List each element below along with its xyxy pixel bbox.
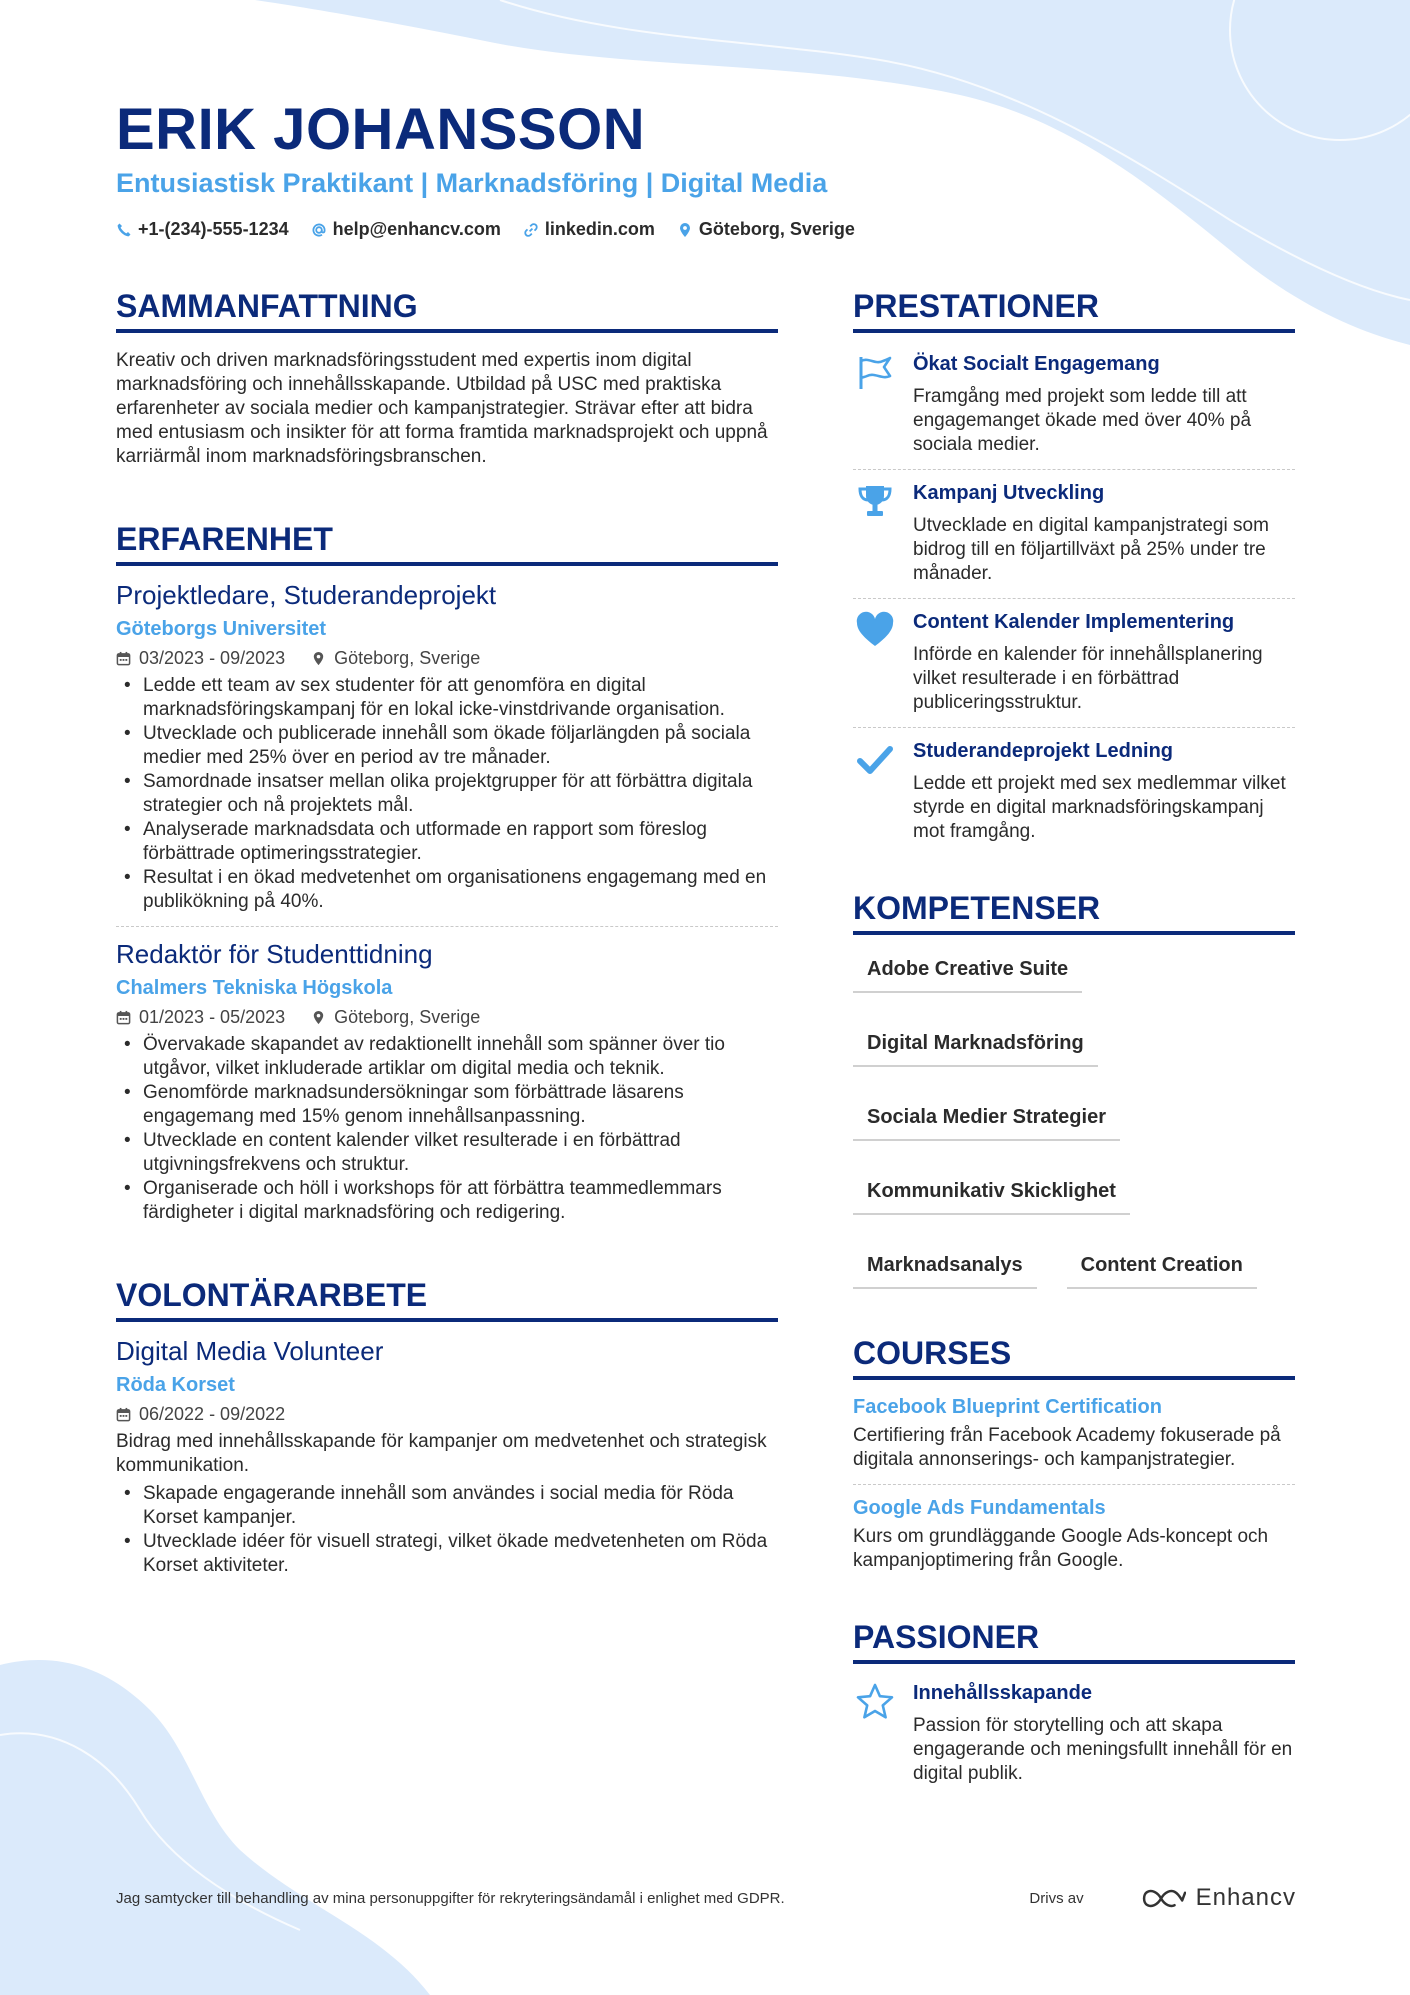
job-meta [116,1005,778,1029]
job-title: Redaktör för Studenttidning [116,939,433,969]
achievement-desc: Införde en kalender för innehållsplanering vilket resulterade i en förbättrad publiceringsstruktur. [913,644,1263,713]
course-desc: Kurs om grundläggande Google Ads-koncept och kampanjoptimering från Google. [853,1526,1269,1571]
contact-phone[interactable] [116,219,289,240]
skill-tag: Kommunikativ Skicklighet [853,1177,1130,1215]
skill-tag: Adobe Creative Suite [853,955,1082,993]
contact-email-text: help@enhancv.com [332,219,501,239]
volunteer-dates [116,1402,285,1426]
star-icon [855,1682,895,1722]
courses-heading: COURSES [853,1333,1295,1380]
course-title: Facebook Blueprint Certification [853,1396,1162,1418]
calendar-icon [116,1010,131,1025]
volunteer-dates-text: 06/2022 - 09/2022 [139,1404,286,1424]
summary-section [116,286,778,469]
candidate-name: ERIK JOHANSSON [116,97,646,162]
gdpr-consent-text: Jag samtycker till behandling av mina personuppgifter för rekryteringsändamål i enlighet med GDPR. [116,1889,785,1907]
job-location [311,646,480,670]
bullet-item: • Utvecklade idéer för visuell strategi, vilket ökade medvetenheten om Röda Korset aktiviteter. [116,1530,778,1578]
flag-icon [855,353,895,393]
left-column [116,286,778,1578]
experience-heading: ERFARENHET [116,519,778,566]
contact-bar [116,219,855,240]
contact-linkedin[interactable] [523,219,655,240]
experience-section [116,519,778,1225]
achievement-title: Kampanj Utveckling [913,482,1105,504]
skill-tag: Content Creation [1067,1251,1257,1289]
bullet-item: • Ledde ett team av sex studenter för att genomföra en digital marknadsföringskampanj för en lokal icke-vinstdrivande organisation. [116,674,778,722]
volunteer-role: Digital Media Volunteer [116,1336,384,1366]
skills-heading: KOMPETENSER [853,888,1295,935]
contact-location [677,219,855,240]
skill-tag: Digital Marknadsföring [853,1029,1098,1067]
courses-section [853,1333,1295,1573]
skill-tag: Marknadsanalys [853,1251,1037,1289]
job-title: Projektledare, Studerandeprojekt [116,580,497,610]
contact-location-text: Göteborg, Sverige [698,219,855,239]
achievement-item [853,480,1295,586]
achievement-desc: Ledde ett projekt med sex medlemmar vilket styrde en digital marknadsföringskampanj mot framgång. [913,773,1286,842]
passions-section [853,1617,1295,1786]
powered-by-label: Drivs av [1029,1889,1084,1907]
achievement-title: Ökat Socialt Engagemang [913,353,1160,375]
job-meta [116,646,778,670]
contact-linkedin-text: linkedin.com [544,219,655,239]
job-dates [116,646,285,670]
contact-email[interactable] [311,219,501,240]
passion-title: Innehållsskapande [913,1682,1092,1704]
bullet-item: • Utvecklade en content kalender vilket resulterade i en förbättrad utgivningsfrekvens och struktur. [116,1129,778,1177]
location-pin-icon [311,1010,326,1025]
bullet-item: • Genomförde marknadsundersökningar som förbättrade läsarens engagemang med 15% genom innehållsanpassning. [116,1081,778,1129]
heart-icon [855,611,895,651]
job-location-text: Göteborg, Sverige [334,648,481,668]
skill-tag: Sociala Medier Strategier [853,1103,1120,1141]
job-bullets [116,1033,778,1225]
job-dates [116,1005,285,1029]
company-name: Chalmers Tekniska Högskola [116,977,393,999]
skills-section [853,888,1295,1289]
achievement-desc: Framgång med projekt som ledde till att engagemanget ökade med över 40% på sociala medier. [913,386,1252,455]
entry-divider [116,926,778,927]
entry-divider [853,469,1295,470]
link-icon [523,222,539,238]
volunteer-heading: VOLONTÄRARBETE [116,1275,778,1322]
bullet-item: • Analyserade marknadsdata och utformade en rapport som föreslog förbättrade optimeringsstrategier. [116,818,778,866]
achievement-item [853,609,1295,715]
bullet-item: • Samordnade insatser mellan olika projektgrupper för att förbättra digitala strategier och nå projektets mål. [116,770,778,818]
volunteer-org: Röda Korset [116,1374,235,1396]
achievements-section [853,286,1295,844]
phone-icon [116,222,132,238]
enhancv-logo[interactable] [1140,1884,1296,1912]
enhancv-logo-icon [1140,1887,1186,1910]
location-pin-icon [311,651,326,666]
volunteer-entry [116,1334,778,1578]
passion-item [853,1680,1295,1786]
bullet-item: • Resultat i en ökad medvetenhet om organisationens engagemang med en publikökning på 40%. [116,866,778,914]
job-location [311,1005,480,1029]
entry-divider [853,727,1295,728]
achievement-title: Studerandeprojekt Ledning [913,740,1174,762]
bullet-item: • Utvecklade och publicerade innehåll som ökade följarlängden på sociala medier med 25% över en period av tre månader. [116,722,778,770]
volunteer-meta [116,1402,778,1426]
course-title: Google Ads Fundamentals [853,1497,1106,1519]
right-column [853,286,1295,1786]
achievement-item [853,738,1295,844]
achievement-desc: Utvecklade en digital kampanjstrategi som bidrog till en följartillväxt på 25% under tre månader. [913,515,1269,584]
experience-entry [116,578,778,914]
calendar-icon [116,651,131,666]
experience-entry [116,937,778,1225]
at-icon [311,222,327,238]
achievement-item [853,351,1295,457]
bullet-item: • Organiserade och höll i workshops för att förbättra teammedlemmars färdigheter i digital marknadsföring och redigering. [116,1177,778,1225]
course-item [853,1495,1295,1573]
passion-desc: Passion för storytelling och att skapa engagerande och meningsfullt innehåll för en digital publik. [913,1715,1293,1784]
achievements-heading: PRESTATIONER [853,286,1295,333]
job-bullets [116,674,778,914]
calendar-icon [116,1407,131,1422]
skills-list [853,955,1295,1289]
entry-divider [853,598,1295,599]
volunteer-intro: Bidrag med innehållsskapande för kampanjer om medvetenhet och strategisk kommunikation. [116,1431,767,1476]
location-pin-icon [677,222,693,238]
checkmark-icon [855,740,895,780]
summary-text: Kreativ och driven marknadsföringsstudent med expertis inom digital marknadsföring och innehållsskapande. Utbildad på USC med praktiska erfarenheter av sociala medier och kampanjstrategier. Strävar efter att bidra med entusiasm och insikter för att forma framtida marknadsprojekt och uppnå karriärmål inom marknadsföringsbranschen. [116,350,768,467]
summary-heading: SAMMANFATTNING [116,286,778,333]
course-item [853,1394,1295,1472]
candidate-headline: Entusiastisk Praktikant | Marknadsföring | Digital Media [116,168,828,198]
bullet-item: • Övervakade skapandet av redaktionellt innehåll som spänner över tio utgåvor, vilket inkluderade artiklar om digital media och teknik. [116,1033,778,1081]
course-desc: Certifiering från Facebook Academy fokuserade på digitala annonserings- och kampanjstrategier. [853,1425,1281,1470]
footer [116,1884,1296,1912]
volunteer-section [116,1275,778,1578]
trophy-icon [855,482,895,522]
bullet-item: • Skapade engagerande innehåll som användes i social media för Röda Korset kampanjer. [116,1482,778,1530]
job-dates-text: 03/2023 - 09/2023 [139,648,286,668]
job-dates-text: 01/2023 - 05/2023 [139,1007,286,1027]
job-location-text: Göteborg, Sverige [334,1007,481,1027]
volunteer-bullets [116,1482,778,1578]
passions-heading: PASSIONER [853,1617,1295,1664]
entry-divider [853,1484,1295,1485]
contact-phone-text: +1-(234)-555-1234 [138,219,289,239]
achievement-title: Content Kalender Implementering [913,611,1235,633]
company-name: Göteborgs Universitet [116,618,327,640]
enhancv-logo-text: Enhancv [1195,1884,1296,1911]
